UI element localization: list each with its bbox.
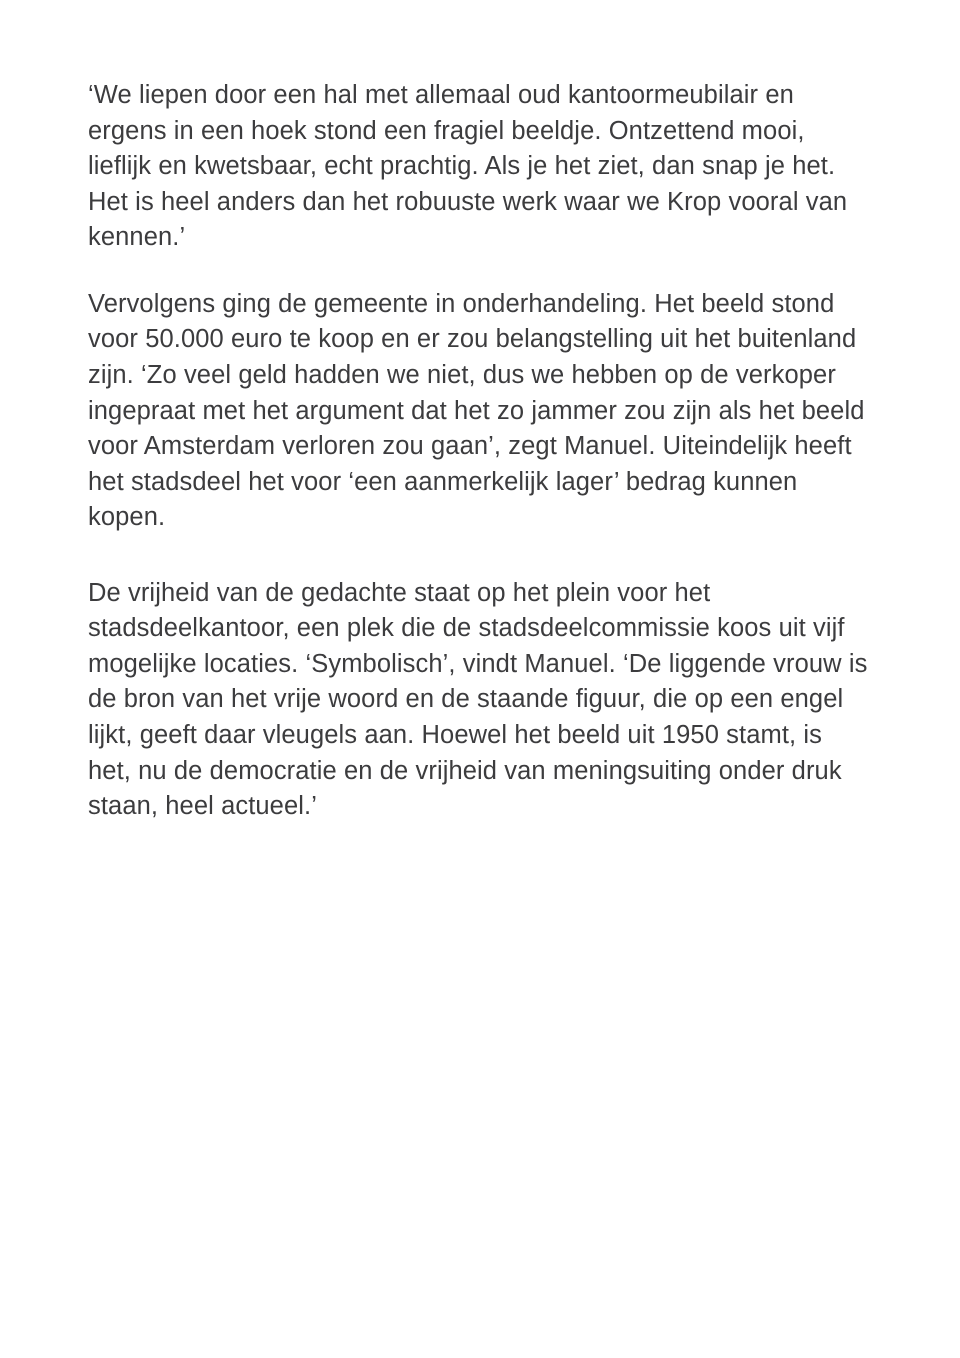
article-body <box>88 78 870 825</box>
paragraph-quote-intro: ‘We liepen door een hal met allemaal oud kantoormeubilair en ergens in een hoek stond een fragiel beeldje. Ontzettend mooi, lieflijk en kwetsbaar, echt prachtig. Als je het ziet, dan snap je het. Het is heel anders dan het robuuste werk waar we Krop vooral van kennen.’ <box>88 81 848 252</box>
paragraph-negotiation: Vervolgens ging de gemeente in onderhandeling. Het beeld stond voor 50.000 euro te koop en er zou belangstelling uit het buitenland zijn. ‘Zo veel geld hadden we niet, dus we hebben op de verkoper ingepraat met het argument dat het zo jammer zou zijn als het beeld voor Amsterdam verloren zou gaan’, zegt Manuel. Uiteindelijk heeft het stadsdeel het voor ‘een aanmerkelijk lager’ bedrag kunnen kopen. <box>88 289 865 532</box>
paragraph-location-symbolism: De vrijheid van de gedachte staat op het plein voor het stadsdeelkantoor, een plek die de stadsdeelcommissie koos uit vijf mogelijke locaties. ‘Symbolisch’, vindt Manuel. ‘De liggende vrouw is de bron van het vrije woord en de staande figuur, die op een engel lijkt, geeft daar vleugels aan. Hoewel het beeld uit 1950 stamt, is het, nu de democratie en de vrijheid van meningsuiting onder druk staan, heel actueel.’ <box>88 578 868 821</box>
